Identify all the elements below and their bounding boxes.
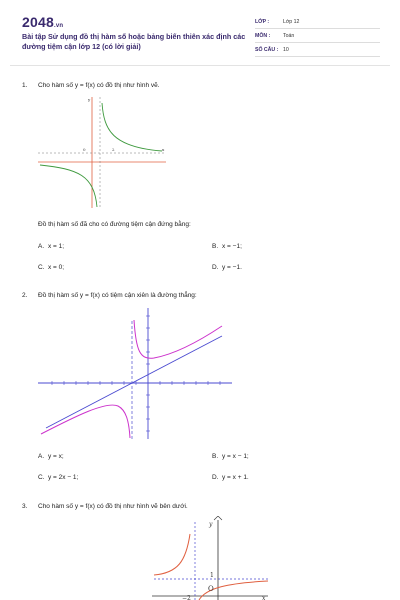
meta-key: LỚP : (255, 19, 270, 25)
option-d[interactable] (212, 264, 242, 271)
question-text: Cho hàm số y = f(x) có đồ thị như hình vẽ bên dưới. (38, 503, 188, 510)
question3-graph (148, 516, 273, 600)
logo-text: 2048 (22, 14, 54, 30)
option-text: y = 2x − 1; (48, 474, 79, 481)
option-b[interactable] (212, 243, 242, 250)
meta-count (255, 44, 380, 57)
curve-right-branch (102, 103, 162, 151)
oblique-asymptote (46, 336, 222, 428)
option-a[interactable] (38, 243, 64, 250)
option-b[interactable] (212, 453, 249, 460)
origin-label: O (208, 585, 214, 593)
y-tick-label: 0 (83, 147, 86, 152)
curve-left-branch (40, 165, 97, 207)
option-text: x = −1; (222, 243, 242, 250)
meta-value: 10 (283, 47, 289, 53)
option-text: y = x; (48, 453, 64, 460)
question-text: Đồ thị hàm số y = f(x) có tiệm cận xiên là đường thẳng: (38, 292, 197, 299)
option-text: y = x + 1. (222, 474, 249, 481)
meta-key: MÔN : (255, 33, 271, 39)
question1-graph (38, 95, 168, 210)
document-title: Bài tập Sử dụng đồ thị hàm số hoặc bảng biến thiên xác định các đường tiệm cận lớp 12 (có lời giải) (22, 32, 246, 51)
option-letter: B. (212, 453, 219, 460)
option-letter: C. (38, 264, 45, 271)
question-number: 1. (22, 82, 28, 89)
option-letter: A. (38, 243, 45, 250)
y-axis-label: y (209, 521, 213, 528)
question-number: 2. (22, 292, 28, 299)
question-subtext: Đồ thị hàm số đã cho có đường tiệm cận đứng bằng: (38, 221, 191, 228)
question-number: 3. (22, 503, 28, 510)
option-text: x = 0; (48, 264, 65, 271)
y-axis-arrow (214, 516, 218, 520)
header-divider (10, 65, 390, 66)
meta-grade (255, 16, 380, 29)
curve-right-branch (134, 320, 222, 358)
question2-graph (36, 306, 236, 441)
option-letter: D. (212, 264, 219, 271)
option-letter: D. (212, 474, 219, 481)
option-letter: C. (38, 474, 45, 481)
option-text: y = x − 1; (222, 453, 249, 460)
option-c[interactable] (38, 474, 78, 481)
option-text: x = 1; (48, 243, 65, 250)
question-text: Cho hàm số y = f(x) có đồ thị như hình vẽ. (38, 82, 160, 89)
y-axis-arrow (218, 516, 222, 520)
site-logo[interactable] (22, 14, 63, 30)
option-a[interactable] (38, 453, 64, 460)
option-text: y = −1. (222, 264, 242, 271)
x-axis-label: x (162, 147, 165, 152)
x-axis-label: x (262, 595, 266, 600)
option-c[interactable] (38, 264, 64, 271)
meta-value: Toán (283, 33, 295, 39)
meta-value: Lớp 12 (283, 19, 300, 25)
x-tick-label: 2 (112, 147, 115, 152)
x-tick-label: −2 (182, 595, 191, 600)
meta-key: SỐ CÂU : (255, 47, 279, 53)
y-axis-label: y (88, 97, 91, 102)
option-letter: A. (38, 453, 45, 460)
option-d[interactable] (212, 474, 249, 481)
y-tick-label: 1 (210, 572, 214, 579)
logo-suffix: .vn (53, 23, 64, 29)
option-letter: B. (212, 243, 219, 250)
curve-left-branch (41, 405, 130, 438)
meta-subject (255, 30, 380, 43)
curve-left-branch (154, 534, 190, 575)
